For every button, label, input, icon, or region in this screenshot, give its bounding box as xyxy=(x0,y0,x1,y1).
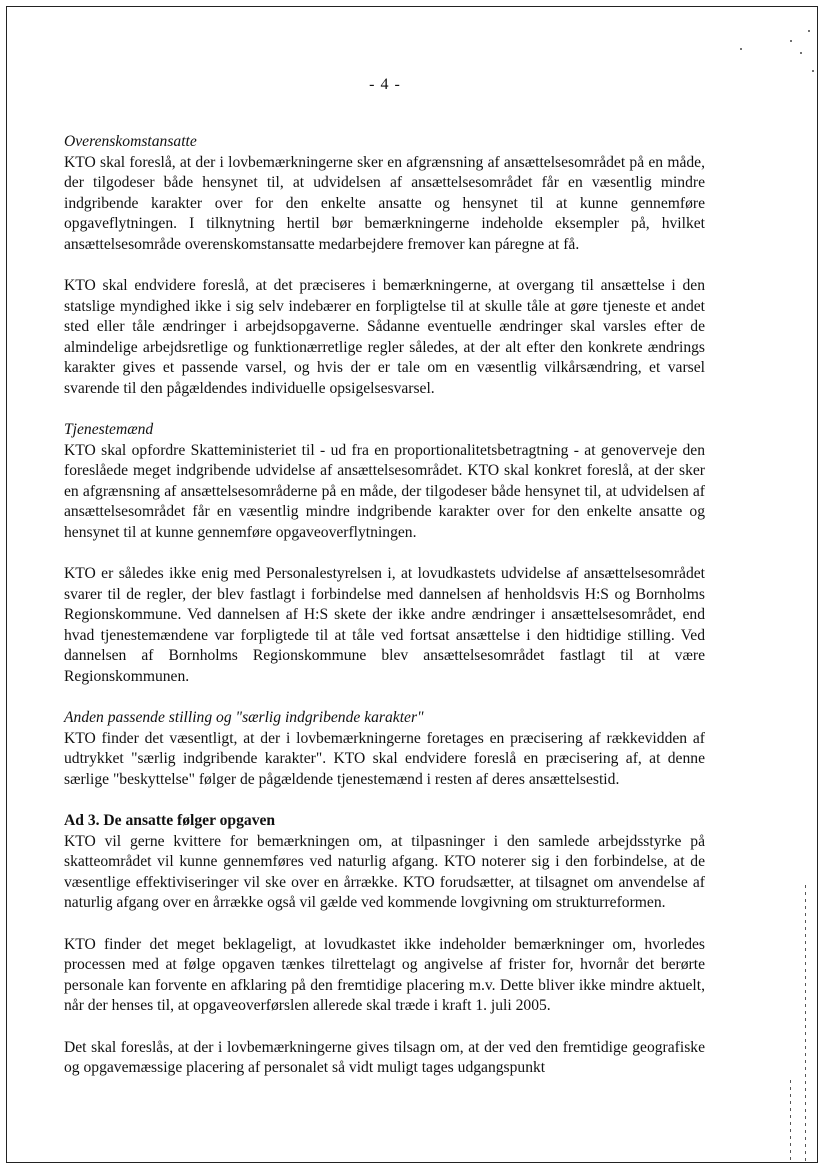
section-lovudkast-processen xyxy=(64,935,705,1017)
section-heading: Anden passende stilling og "særlig indgribende karakter" xyxy=(64,709,424,726)
paragraph: KTO er således ikke enig med Personalestyrelsen i, at lovudkastets udvidelse af ansættelsesområdet svarer til de regler, der blev fastlagt i forbindelse med dannelsen af henholdsvis H:S og Bornholms Regionskommune. Ved dannelsen af H:S skete der ikke andre ændringer i ansættelsesområdet, end hvad tjenestemændene var forpligtede til at tåle ved fortsat ansættelse i den hidtidige stilling. Ved dannelsen af Bornholms Regionskommune blev ansættelsesområdet fastlagt til at være Regionskommunen. xyxy=(64,565,705,685)
section-heading: Overenskomstansatte xyxy=(64,133,197,150)
page-number: - 4 - xyxy=(369,76,401,93)
section-tilsagn-placering xyxy=(64,1038,705,1079)
section-personalestyrelsen xyxy=(64,564,705,687)
paragraph: KTO skal foreslå, at der i lovbemærkningerne sker en afgrænsning af ansættelsesområdet på en måde, der tilgodeser både hensynet til, at udvidelsen af ansættelsesområdet får en væsentlig mindre indgribende karakter over for den enkelte ansatte og hensynet til at kunne gennemføre opgaveflytningen. I tilknytning hertil bør bemærkningerne indeholde eksempler på, hvilket ansættelsesområde overenskomstansatte medarbejdere fremover kan páregne at få. xyxy=(64,153,705,253)
section-overenskomstansatte xyxy=(64,132,705,255)
paragraph: KTO skal endvidere foreslå, at det præciseres i bemærkningerne, at overgang til ansættelse i den statslige myndighed ikke i sig selv indebærer en forpligtelse til at skulle tåle at gøre tjeneste et andet sted eller tåle ændringer i arbejdsopgaverne. Sådanne eventuelle ændringer skal varsles efter de almindelige arbejdsretlige og funktionærretlige regler således, at der alt efter den konkrete ændrings karakter gives et passende varsel, og hvis der er tale om en væsentlig vilkårsændring, et varsel svarende til den pågældendes individuelle opsigelsesvarsel. xyxy=(64,277,705,397)
scan-speck xyxy=(790,40,792,42)
section-heading: Ad 3. De ansatte følger opgaven xyxy=(64,812,276,829)
scan-edge-dashes xyxy=(805,885,806,1165)
document-body xyxy=(64,132,705,1100)
section-ad-3 xyxy=(64,811,705,914)
section-heading: Tjenestemænd xyxy=(64,421,154,438)
paragraph: KTO skal opfordre Skatteministeriet til - ud fra en proportionalitetsbetragtning - at genoverveje den foreslåede meget indgribende udvidelse af ansættelsesområdet. KTO skal konkret foreslå, at der sker en afgrænsning af ansættelsesområderne på en måde, der tilgodeser både hensynet til, at udvidelsen af ansættelsesområdet får en væsentlig mindre indgribende karakter over for den enkelte ansatte og hensynet til at kunne gennemføre opgaveoverflytningen. xyxy=(64,441,705,541)
scan-speck xyxy=(740,48,742,50)
paragraph: KTO finder det væsentligt, at der i lovbemærkningerne foretages en præcisering af rækkevidden af udtrykket "særlig indgribende karakter". KTO skal endvidere foreslå en præcisering af, at denne særlige "beskyttelse" følger de pågældende tjenestemænd i resten af deres ansættelsestid. xyxy=(64,729,705,788)
section-tjenestemaend xyxy=(64,420,705,543)
scan-speck xyxy=(800,52,802,54)
section-overgang-ansaettelse xyxy=(64,276,705,399)
scan-edge-dashes xyxy=(790,1080,791,1160)
scan-speck xyxy=(808,30,810,32)
paragraph: KTO vil gerne kvittere for bemærkningen om, at tilpasninger i den samlede arbejdsstyrke på skatteområdet vil kunne gennemføres ved naturlig afgang. KTO noterer sig i den forbindelse, at de væsentlige effektiviseringer vil ske over en årrække. KTO forudsætter, at tilsagnet om anvendelse af naturlig afgang over en årrække også vil gælde ved kommende lovgivning om strukturreformen. xyxy=(64,832,705,911)
paragraph: KTO finder det meget beklageligt, at lovudkastet ikke indeholder bemærkninger om, hvorledes processen med at følge opgaven tænkes tilrettelagt og angivelse af frister for, hvornår det berørte personale kan forvente en afklaring på den fremtidige placering m.v. Dette bliver ikke mindre aktuelt, når der henses til, at opgaveoverførslen allerede skal træde i kraft 1. juli 2005. xyxy=(64,935,705,1014)
section-anden-passende-stilling xyxy=(64,708,705,790)
scan-speck xyxy=(812,70,814,72)
paragraph: Det skal foreslås, at der i lovbemærkningerne gives tilsagn om, at der ved den fremtidige geografiske og opgavemæssige placering af personalet så vidt muligt tages udgangspunkt xyxy=(64,1038,705,1076)
